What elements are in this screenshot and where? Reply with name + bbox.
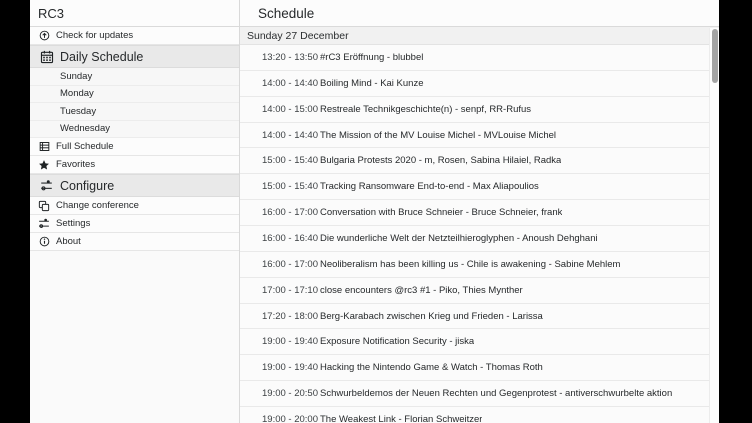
event-row[interactable]: [240, 226, 719, 252]
event-title: Restreale Technikgeschichte(n) - senpf, RR-Rufus: [320, 103, 532, 115]
sidebar-item-change-conference[interactable]: [30, 197, 239, 215]
sidebar-item-daily-schedule[interactable]: [30, 45, 239, 68]
sidebar-title: RC3: [30, 0, 239, 27]
day-section-header: Sunday 27 December: [240, 27, 719, 45]
sidebar-item-sunday[interactable]: [30, 68, 239, 86]
event-time: 14:00 - 15:00: [262, 103, 318, 115]
event-row[interactable]: [240, 45, 719, 71]
sidebar-item-label: Full Schedule: [56, 141, 114, 152]
page-title: Schedule: [240, 0, 719, 27]
event-title: Die wunderliche Welt der Netzteilhieroglyphen - Anoush Dehghani: [320, 232, 598, 244]
event-row[interactable]: [240, 71, 719, 97]
event-title: Berg-Karabach zwischen Krieg und Frieden - Larissa: [320, 310, 543, 322]
event-row[interactable]: [240, 329, 719, 355]
sidebar-item-label: Configure: [60, 178, 115, 193]
event-title: The Weakest Link - Florian Schweitzer: [320, 413, 483, 423]
event-row[interactable]: [240, 355, 719, 381]
left-letterbox: [0, 0, 30, 423]
main-panel: [240, 0, 719, 423]
event-title: Boiling Mind - Kai Kunze: [320, 77, 424, 89]
event-row[interactable]: [240, 148, 719, 174]
sidebar-item-label: Settings: [56, 218, 91, 229]
event-title: Neoliberalism has been killing us - Chile is awakening - Sabine Mehlem: [320, 258, 621, 270]
event-title: Hacking the Nintendo Game & Watch - Thomas Roth: [320, 362, 543, 374]
event-row[interactable]: [240, 174, 719, 200]
event-time: 15:00 - 15:40: [262, 155, 318, 167]
event-title: Schwurbeldemos der Neuen Rechten und Gegenprotest - antiverschwurbelte aktion: [320, 388, 673, 400]
sidebar-item-label: Monday: [60, 88, 94, 100]
switch-icon: [38, 200, 50, 212]
event-title: #rC3 Eröffnung - blubbel: [320, 51, 424, 63]
event-row[interactable]: [240, 278, 719, 304]
sidebar-item-tuesday[interactable]: [30, 103, 239, 121]
sidebar-item-label: Sunday: [60, 70, 93, 82]
sidebar-item-label: Check for updates: [56, 30, 134, 41]
event-title: Tracking Ransomware End-to-end - Max Aliapoulios: [320, 181, 539, 193]
event-title: Conversation with Bruce Schneier - Bruce Schneier, frank: [320, 207, 563, 219]
event-row[interactable]: [240, 381, 719, 407]
scrollbar-thumb[interactable]: [712, 29, 718, 83]
event-row[interactable]: [240, 200, 719, 226]
sidebar-item-settings[interactable]: [30, 215, 239, 233]
event-title: Bulgaria Protests 2020 - m, Rosen, Sabina Hilaiel, Radka: [320, 155, 562, 167]
event-time: 17:00 - 17:10: [262, 284, 318, 296]
event-time: 16:00 - 16:40: [262, 232, 318, 244]
sidebar-item-label: About: [56, 236, 81, 247]
sidebar-item-label: Change conference: [56, 200, 139, 211]
calendar-icon: [39, 49, 54, 64]
event-time: 15:00 - 15:40: [262, 181, 318, 193]
event-row[interactable]: [240, 123, 719, 149]
right-letterbox: [719, 0, 752, 423]
event-time: 19:00 - 20:50: [262, 388, 318, 400]
event-time: 19:00 - 19:40: [262, 362, 318, 374]
event-row[interactable]: [240, 304, 719, 330]
sliders-icon: [39, 178, 54, 193]
info-icon: [38, 236, 50, 248]
sidebar-item-wednesday[interactable]: [30, 121, 239, 139]
event-time: 16:00 - 17:00: [262, 258, 318, 270]
sidebar-item-label: Daily Schedule: [60, 49, 144, 64]
event-title: close encounters @rc3 #1 - Piko, Thies Mynther: [320, 284, 523, 296]
sidebar-item-about[interactable]: [30, 233, 239, 251]
scrollbar-track[interactable]: [709, 28, 719, 423]
sidebar-item-check-for-updates[interactable]: [30, 27, 239, 45]
event-row[interactable]: [240, 407, 719, 423]
update-icon: [38, 30, 50, 42]
sidebar-item-configure[interactable]: [30, 174, 239, 197]
event-time: 14:00 - 14:40: [262, 77, 318, 89]
event-row[interactable]: [240, 252, 719, 278]
event-title: Exposure Notification Security - jiska: [320, 336, 475, 348]
event-time: 17:20 - 18:00: [262, 310, 318, 322]
event-time: 19:00 - 20:00: [262, 413, 318, 423]
event-time: 19:00 - 19:40: [262, 336, 318, 348]
sidebar-item-label: Wednesday: [60, 123, 110, 135]
sidebar-item-label: Favorites: [56, 159, 96, 170]
star-icon: [38, 159, 50, 171]
sidebar-menu: [30, 27, 239, 251]
event-time: 13:20 - 13:50: [262, 51, 318, 63]
sidebar: [30, 0, 240, 423]
event-list: [240, 45, 719, 423]
sidebar-item-label: Tuesday: [60, 105, 97, 117]
event-time: 16:00 - 17:00: [262, 207, 318, 219]
sliders-icon: [38, 218, 50, 230]
event-title: The Mission of the MV Louise Michel - MVLouise Michel: [320, 129, 557, 141]
sidebar-item-monday[interactable]: [30, 86, 239, 104]
sidebar-item-favorites[interactable]: [30, 156, 239, 174]
list-icon: [38, 141, 50, 153]
sidebar-item-full-schedule[interactable]: [30, 138, 239, 156]
event-row[interactable]: [240, 97, 719, 123]
event-time: 14:00 - 14:40: [262, 129, 318, 141]
